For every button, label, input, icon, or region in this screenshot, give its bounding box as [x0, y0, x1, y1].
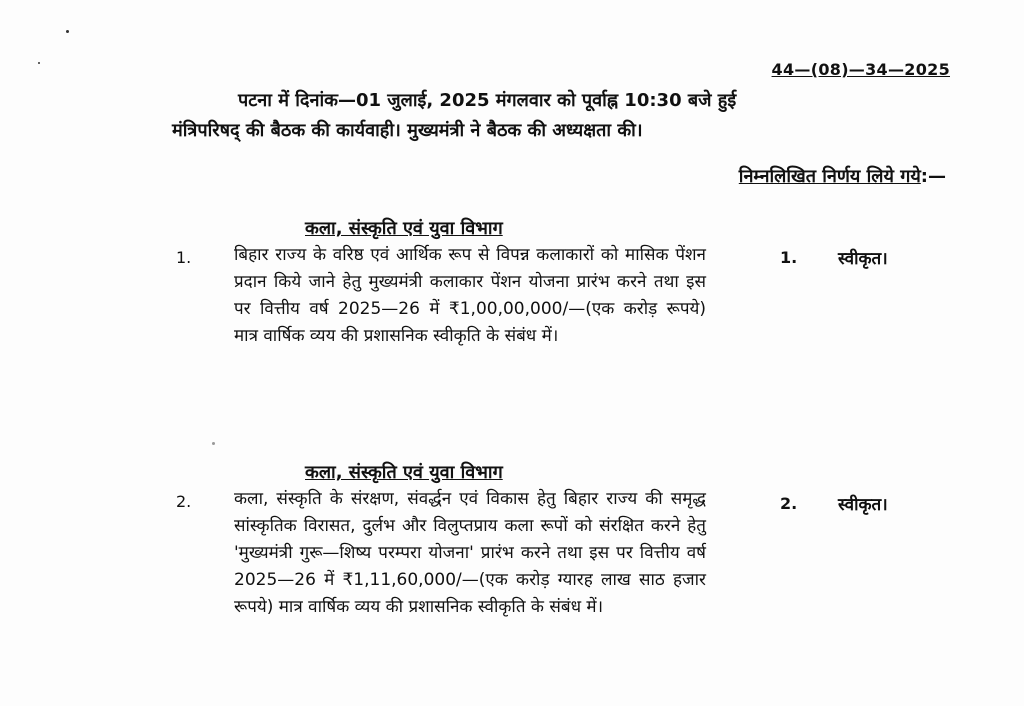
result-status: स्वीकृत। [838, 249, 888, 269]
decisions-heading [739, 164, 946, 188]
department-heading: कला, संस्कृति एवं युवा विभाग [305, 218, 503, 239]
scan-speck [212, 442, 215, 445]
item-description: कला, संस्कृति के संरक्षण, संवर्द्धन एवं विकास हेतु बिहार राज्य की समृद्ध सांस्कृतिक विरासत, दुर्लभ और विलुप्तप्राय कला रूपों को संरक्षित करने हेतु 'मुख्यमंत्री गुरू—शिष्य परम्परा योजना' प्रारंभ करने तथा इस पर वित्तीय वर्ष 2025—26 में ₹1,11,60,000/—(एक करोड़ ग्यारह लाख साठ हजार रूपये) मात्र वार्षिक व्यय की प्रशासनिक स्वीकृति के संबंध में। [234, 489, 706, 617]
meeting-intro [172, 86, 952, 146]
decisions-heading-suffix: :— [920, 166, 946, 187]
item-serial: 1. [176, 248, 192, 267]
result-status: स्वीकृत। [838, 495, 888, 515]
scan-speck [66, 30, 69, 33]
item-serial: 2. [176, 492, 192, 511]
scan-speck [38, 62, 40, 64]
item-description: बिहार राज्य के वरिष्ठ एवं आर्थिक रूप से विपन्न कलाकारों को मासिक पेंशन प्रदान किये जाने हेतु मुख्यमंत्री कलाकार पेंशन योजना प्रारंभ करने तथा इस पर वित्तीय वर्ष 2025—26 में ₹1,00,00,000/—(एक करोड़ रूपये) मात्र वार्षिक व्यय की प्रशासनिक स्वीकृति के संबंध में। [234, 245, 706, 346]
reference-number: 44—(08)—34—2025 [771, 60, 950, 79]
result-serial: 2. [780, 494, 798, 513]
department-heading: कला, संस्कृति एवं युवा विभाग [305, 462, 503, 483]
result-serial: 1. [780, 248, 798, 267]
decisions-heading-text: निम्नलिखित निर्णय लिये गये [738, 166, 921, 187]
intro-line-1: पटना में दिनांक—01 जुलाई, 2025 मंगलवार को पूर्वाह्न 10:30 बजे हुई [238, 90, 737, 111]
intro-line-2: मंत्रिपरिषद् की बैठक की कार्यवाही। मुख्यमंत्री ने बैठक की अध्यक्षता की। [172, 120, 643, 141]
